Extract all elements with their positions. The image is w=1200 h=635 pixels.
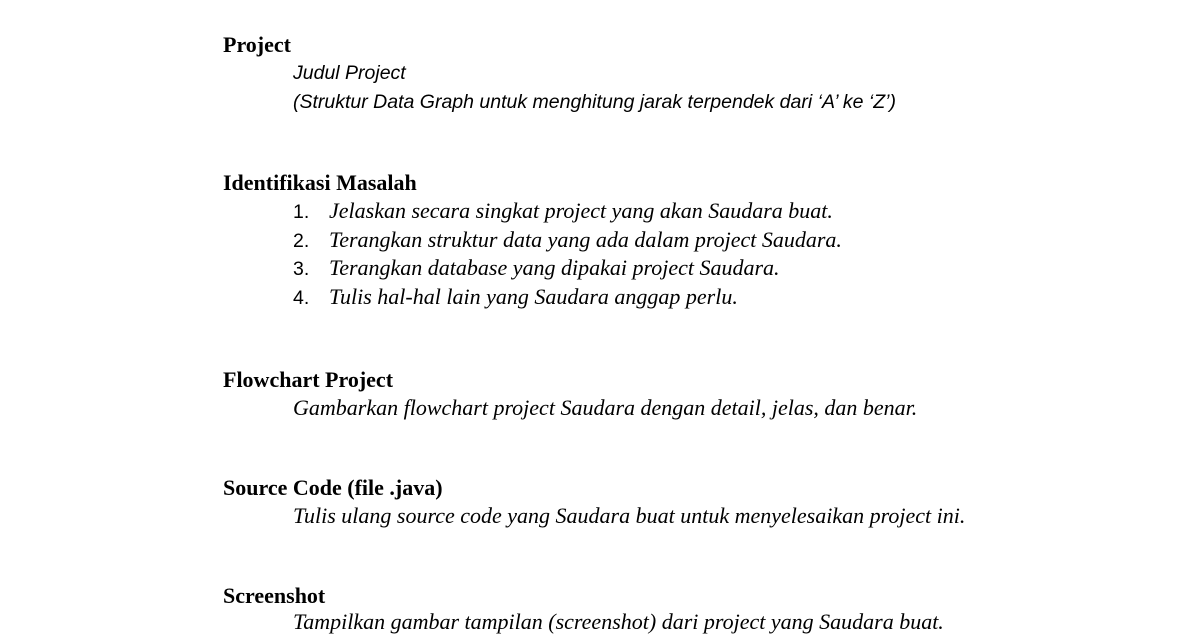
- list-item-text: Terangkan struktur data yang ada dalam project Saudara.: [329, 227, 842, 252]
- list-item-number: 3.: [293, 258, 310, 280]
- list-item-text: Terangkan database yang dipakai project Saudara.: [329, 255, 780, 280]
- flowchart-instruction: Gambarkan flowchart project Saudara dengan detail, jelas, dan benar.: [293, 395, 918, 420]
- list-item-text: Jelaskan secara singkat project yang akan Saudara buat.: [329, 198, 833, 223]
- section-heading-screenshot: Screenshot: [223, 583, 326, 608]
- section-heading-flowchart: Flowchart Project: [223, 367, 394, 392]
- section-heading-source-code: Source Code (file .java): [223, 475, 443, 500]
- project-title-label: Judul Project: [293, 62, 406, 84]
- list-item-number: 2.: [293, 230, 310, 252]
- section-heading-project: Project: [223, 32, 291, 57]
- list-item-number: 4.: [293, 287, 310, 309]
- screenshot-instruction: Tampilkan gambar tampilan (screenshot) dari project yang Saudara buat.: [293, 609, 944, 634]
- source-code-instruction: Tulis ulang source code yang Saudara buat untuk menyelesaikan project ini.: [293, 503, 966, 528]
- project-title-example: (Struktur Data Graph untuk menghitung jarak terpendek dari ‘A’ ke ‘Z’): [293, 91, 896, 113]
- section-heading-identifikasi: Identifikasi Masalah: [223, 170, 417, 195]
- list-item-text: Tulis hal-hal lain yang Saudara anggap perlu.: [329, 284, 738, 309]
- list-item-number: 1.: [293, 201, 310, 223]
